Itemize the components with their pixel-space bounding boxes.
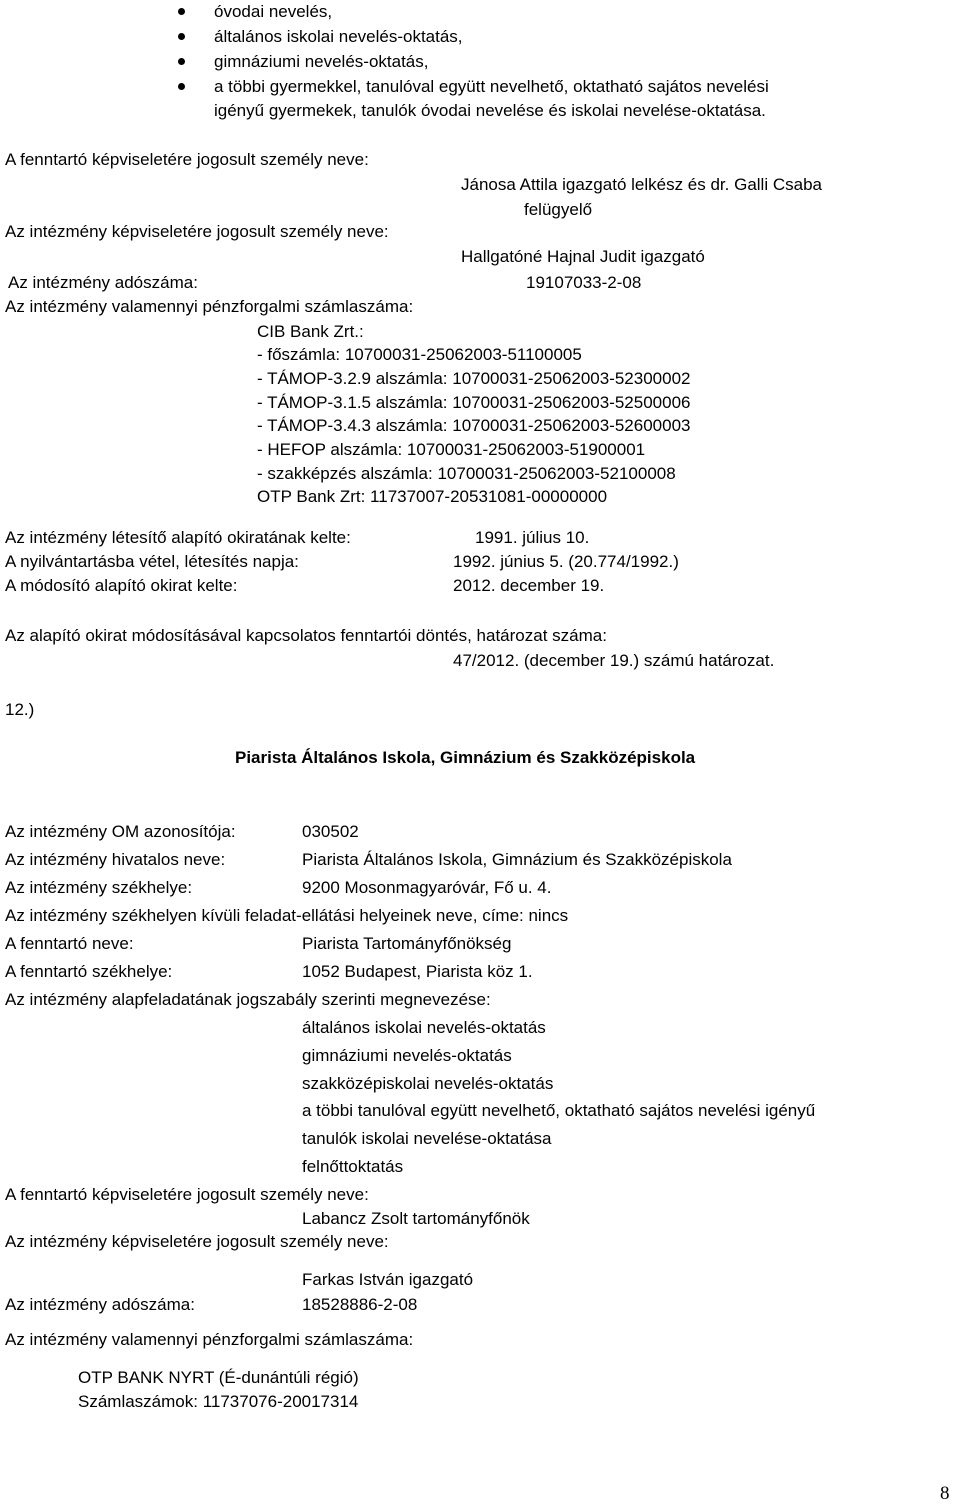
om-id-value: 030502 [302,822,359,841]
maintainer-rep-label: A fenntartó képviseletére jogosult személy neve: [5,1185,369,1204]
other-sites-line: Az intézmény székhelyen kívüli feladat-ellátási helyeinek neve, címe: nincs [5,906,569,925]
list-item: gimnáziumi nevelés-oktatás [302,1046,512,1065]
bullet-marker [178,33,185,40]
registration-date-value: 1992. június 5. (20.774/1992.) [453,552,679,571]
list-item: szakközépiskolai nevelés-oktatás [302,1074,554,1093]
intezmeny-rep-label: Az intézmény képviseletére jogosult személy neve: [5,222,389,241]
list-item: felnőttoktatás [302,1157,404,1176]
institution-rep-label: Az intézmény képviseletére jogosult személy neve: [5,1232,389,1251]
section-number: 12.) [5,700,35,719]
maintainer-name-label: A fenntartó neve: [5,934,134,953]
tax-number-label: Az intézmény adószáma: [8,273,198,292]
account-line: - TÁMOP-3.2.9 alszámla: 10700031-25062003-52300002 [257,369,691,388]
decision-value: 47/2012. (december 19.) számú határozat. [453,651,775,670]
page-number: 8 [940,1483,950,1504]
account-line: - főszámla: 10700031-25062003-51100005 [257,345,582,364]
list-item: általános iskolai nevelés-oktatás, [214,27,463,46]
core-tasks-label: Az intézmény alapfeladatának jogszabály szerinti megnevezése: [5,990,491,1009]
official-name-value: Piarista Általános Iskola, Gimnázium és Szakközépiskola [302,850,732,869]
account-line: OTP Bank Zrt: 11737007-20531081-00000000 [257,487,608,506]
section-title: Piarista Általános Iskola, Gimnázium és Szakközépiskola [235,748,696,767]
bank-account-numbers: Számlaszámok: 11737076-20017314 [78,1392,359,1411]
bullet-marker [178,58,185,65]
maintainer-name-value: Piarista Tartományfőnökség [302,934,512,953]
seat-value: 9200 Mosonmagyaróvár, Fő u. 4. [302,878,552,897]
tax-number-value: 19107033-2-08 [526,273,642,292]
account-line: - szakképzés alszámla: 10700031-25062003-52100008 [257,464,676,483]
amendment-date-label: A módosító alapító okirat kelte: [5,576,238,595]
bullet-marker [178,83,185,90]
list-item: gimnáziumi nevelés-oktatás, [214,52,429,71]
institution-rep-value: Farkas István igazgató [302,1270,474,1289]
list-item: igényű gyermekek, tanulók óvodai nevelése és iskolai nevelése-oktatása. [214,101,766,120]
list-item: általános iskolai nevelés-oktatás [302,1018,546,1037]
accounts-label: Az intézmény valamennyi pénzforgalmi számlaszáma: [5,1330,414,1349]
tax-number-label: Az intézmény adószáma: [5,1295,195,1314]
seat-label: Az intézmény székhelye: [5,878,193,897]
list-item: a többi tanulóval együtt nevelhető, oktatható sajátos nevelési igényű [302,1101,816,1120]
account-line: - HEFOP alszámla: 10700031-25062003-51900001 [257,440,646,459]
fenntarto-rep-value: Jánosa Attila igazgató lelkész és dr. Galli Csaba [461,175,822,194]
accounts-label: Az intézmény valamennyi pénzforgalmi számlaszáma: [5,297,414,316]
bank-name: OTP BANK NYRT (É-dunántúli régió) [78,1368,359,1387]
decision-label: Az alapító okirat módosításával kapcsolatos fenntartói döntés, határozat száma: [5,626,607,645]
account-line: - TÁMOP-3.1.5 alszámla: 10700031-25062003-52500006 [257,393,691,412]
registration-date-label: A nyilvántartásba vétel, létesítés napja: [5,552,299,571]
fenntarto-rep-value-cont: felügyelő [524,200,593,219]
founding-date-value: 1991. július 10. [475,528,590,547]
official-name-label: Az intézmény hivatalos neve: [5,850,226,869]
intezmeny-rep-value: Hallgatóné Hajnal Judit igazgató [461,247,705,266]
list-item: a többi gyermekkel, tanulóval együtt nevelhető, oktatható sajátos nevelési [214,77,769,96]
tax-number-value: 18528886-2-08 [302,1295,418,1314]
account-line: - TÁMOP-3.4.3 alszámla: 10700031-25062003-52600003 [257,416,691,435]
om-id-label: Az intézmény OM azonosítója: [5,822,236,841]
maintainer-seat-label: A fenntartó székhelye: [5,962,173,981]
list-item: tanulók iskolai nevelése-oktatása [302,1129,552,1148]
maintainer-seat-value: 1052 Budapest, Piarista köz 1. [302,962,533,981]
fenntarto-rep-label: A fenntartó képviseletére jogosult személy neve: [5,150,369,169]
founding-date-label: Az intézmény létesítő alapító okiratának kelte: [5,528,351,547]
list-item: óvodai nevelés, [214,2,333,21]
account-line: CIB Bank Zrt.: [257,322,364,341]
maintainer-rep-value: Labancz Zsolt tartományfőnök [302,1209,530,1228]
bullet-marker [178,8,185,15]
amendment-date-value: 2012. december 19. [453,576,605,595]
